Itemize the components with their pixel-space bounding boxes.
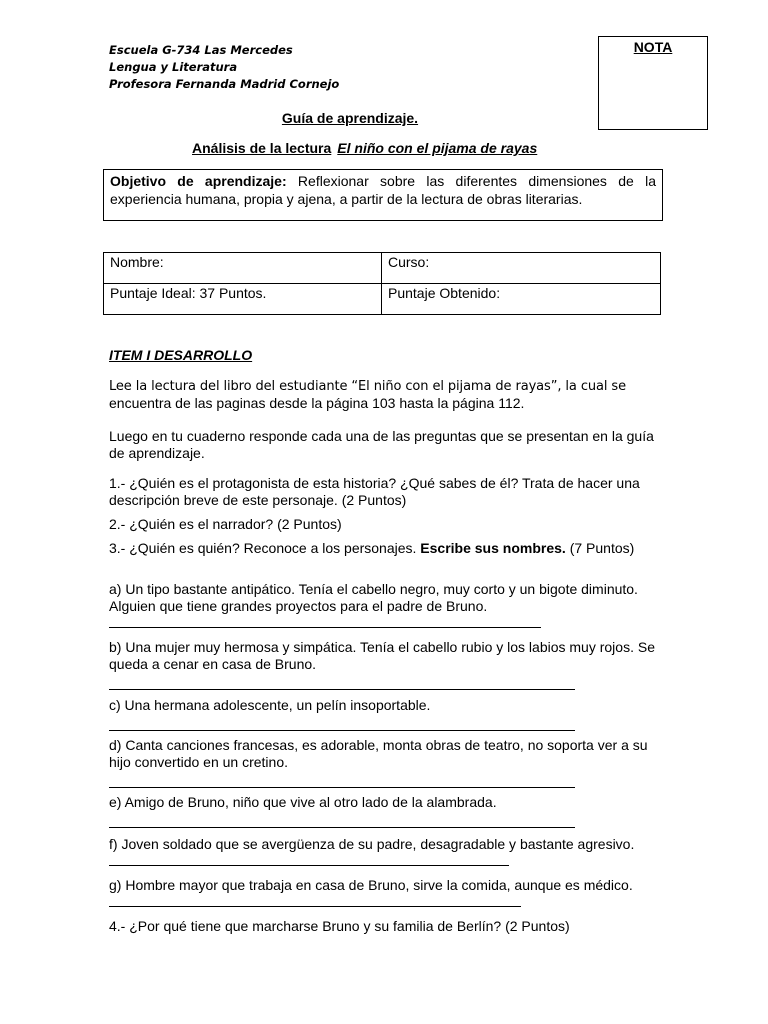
notebook-instruction: Luego en tu cuaderno responde cada una de las preguntas que se presentan en la guía de aprendizaje. [109, 428, 654, 461]
reading-line-2: encuentra de las paginas desde la página 103 hasta la página 112. [109, 395, 525, 411]
answer-line-d[interactable] [109, 773, 575, 788]
objective-text: Reflexionar sobre las diferentes dimensiones de la experiencia humana, propia y ajena, a partir de la lectura de obras literarias. [110, 173, 656, 207]
question-4: 4.- ¿Por qué tiene que marcharse Bruno y su familia de Berlín? (2 Puntos) [109, 918, 570, 934]
character-f [109, 836, 661, 870]
grade-label: NOTA [633, 39, 673, 55]
character-e-text: e) Amigo de Bruno, niño que vive al otro lado de la alambrada. [109, 794, 497, 810]
character-d [109, 737, 661, 788]
answer-line-a[interactable] [109, 615, 541, 628]
book-title: El niño con el pijama de rayas [337, 140, 538, 156]
question-3-bold: Escribe sus nombres. [420, 540, 566, 556]
character-c-text: c) Una hermana adolescente, un pelín insoportable. [109, 697, 431, 713]
character-c [109, 697, 661, 731]
ideal-score-cell: Puntaje Ideal: 37 Puntos. [104, 284, 382, 315]
character-e [109, 794, 661, 828]
character-g [109, 877, 661, 911]
name-cell[interactable]: Nombre: [104, 253, 382, 284]
objective-label: Objetivo de aprendizaje: [110, 173, 287, 189]
school-header [109, 42, 339, 93]
course-cell[interactable]: Curso: [382, 253, 661, 284]
answer-line-f[interactable] [109, 853, 509, 866]
character-a [109, 581, 661, 632]
answer-line-c[interactable] [109, 716, 575, 731]
answer-line-b[interactable] [109, 675, 575, 690]
obtained-score-cell[interactable]: Puntaje Obtenido: [382, 284, 661, 315]
analysis-prefix: Análisis de la lectura [192, 140, 332, 156]
question-3 [109, 540, 661, 557]
item-title: ITEM I DESARROLLO [109, 347, 253, 363]
reading-line-1: Lee la lectura del libro del estudiante “El niño con el pijama de rayas”, la cual se [109, 379, 626, 394]
subject-name: Lengua y Literatura [109, 60, 238, 74]
character-g-text: g) Hombre mayor que trabaja en casa de Bruno, sirve la comida, aunque es médico. [109, 877, 633, 893]
character-d-text: d) Canta canciones francesas, es adorable, monta obras de teatro, no soporta ver a su hijo convertido en un cretino. [109, 737, 648, 770]
question-1: 1.- ¿Quién es el protagonista de esta historia? ¿Qué sabes de él? Trata de hacer una descripción breve de este personaje. (2 Puntos) [109, 475, 640, 508]
question-3-prefix: 3.- ¿Quién es quién? Reconoce a los personajes. [109, 540, 421, 556]
student-info-table [103, 252, 661, 315]
school-name: Escuela G-734 Las Mercedes [109, 43, 293, 57]
character-b-text: b) Una mujer muy hermosa y simpática. Tenía el cabello rubio y los labios muy rojos. Se queda a cenar en casa de Bruno. [109, 639, 655, 672]
reading-instruction [109, 378, 661, 412]
character-a-text: a) Un tipo bastante antipático. Tenía el cabello negro, muy corto y un bigote diminuto. Alguien que tiene grandes proyectos para el padre de Bruno. [109, 581, 638, 614]
guide-title: Guía de aprendizaje. [281, 110, 419, 126]
character-b [109, 639, 661, 690]
analysis-title [192, 140, 537, 156]
answer-line-g[interactable] [109, 894, 521, 907]
character-f-text: f) Joven soldado que se avergüenza de su padre, desagradable y bastante agresivo. [109, 836, 635, 852]
question-2: 2.- ¿Quién es el narrador? (2 Puntos) [109, 516, 342, 532]
objective-box [103, 169, 663, 221]
answer-line-e[interactable] [109, 813, 575, 828]
question-3-suffix: (7 Puntos) [565, 540, 635, 556]
teacher-name: Profesora Fernanda Madrid Cornejo [109, 77, 340, 91]
